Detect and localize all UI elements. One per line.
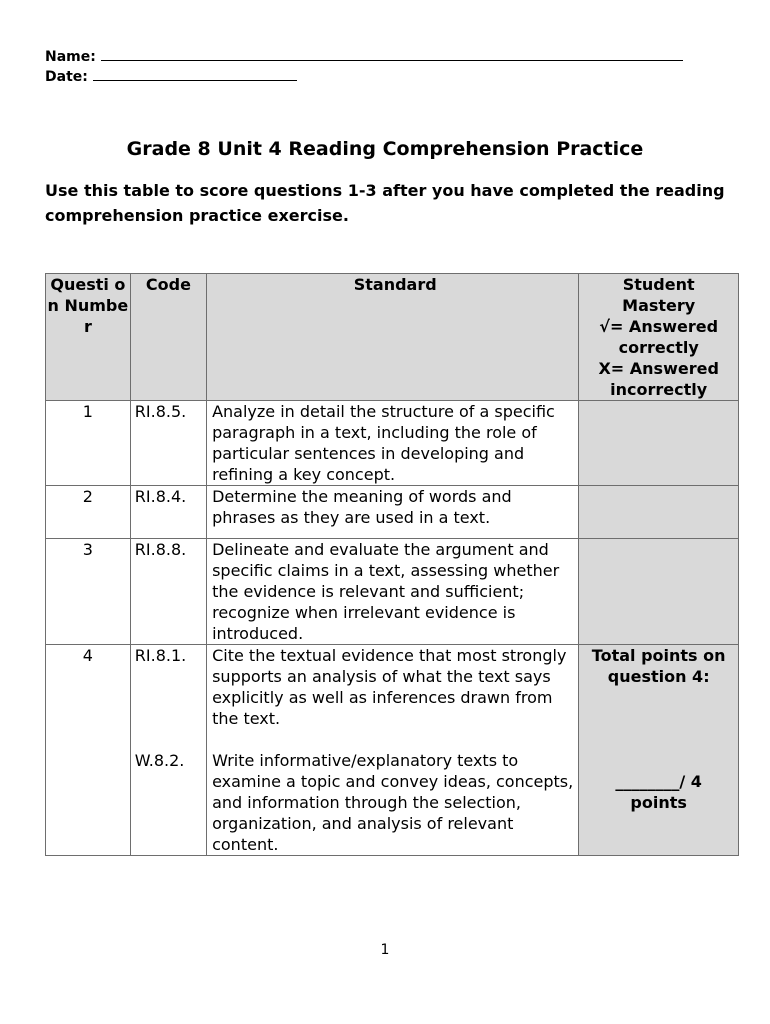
row-standards: [207, 645, 579, 856]
mastery-title: Student Mastery: [622, 275, 696, 315]
header-student-mastery: [579, 274, 739, 401]
row-code: RI.8.4.: [130, 486, 206, 539]
table-row: [46, 539, 739, 645]
table-row: [46, 486, 739, 539]
table-header-row: [46, 274, 739, 401]
table-row: [46, 401, 739, 486]
mastery-incorrect-legend: X= Answered incorrectly: [598, 359, 719, 399]
mastery-cell[interactable]: [579, 401, 739, 486]
header-question-number: Questi on Numbe r: [46, 274, 131, 401]
points-blank[interactable]: ________/ 4 points: [615, 772, 702, 812]
row-standard: Analyze in detail the structure of a specific paragraph in a text, including the role of particular sentences in developing and refining a key concept.: [207, 401, 579, 486]
row-standard: Cite the textual evidence that most strongly supports an analysis of what the text says explicitly as well as inferences drawn from the text.: [212, 646, 567, 728]
row-number: 2: [46, 486, 131, 539]
name-blank[interactable]: [101, 46, 683, 61]
mastery-cell[interactable]: [579, 486, 739, 539]
date-field: [45, 66, 297, 87]
mastery-correct-legend: √= Answered correctly: [599, 317, 719, 357]
row-codes: [130, 645, 206, 856]
header-standard: Standard: [207, 274, 579, 401]
row-code: RI.8.1.: [134, 646, 187, 665]
total-points-label: Total points on question 4:: [591, 646, 726, 686]
table-row: [46, 645, 739, 856]
page-title: Grade 8 Unit 4 Reading Comprehension Practice: [126, 138, 644, 160]
page-number: 1: [380, 942, 390, 958]
scoring-table: [45, 273, 739, 856]
row-number: 1: [46, 401, 131, 486]
row-code: W.8.2.: [134, 751, 185, 770]
name-field: [45, 46, 683, 67]
date-blank[interactable]: [93, 66, 297, 81]
row-number: 4: [46, 645, 131, 856]
row-standard: Write informative/explanatory texts to examine a topic and convey ideas, concepts, and information through the selection, organization, and analysis of relevant content.: [212, 751, 574, 854]
row-standard: Determine the meaning of words and phrases as they are used in a text.: [207, 486, 579, 539]
instructions-text: Use this table to score questions 1-3 after you have completed the reading comprehension practice exercise.: [45, 181, 725, 225]
total-points-cell[interactable]: [579, 645, 739, 856]
name-label: Name:: [45, 49, 96, 65]
row-standard: Delineate and evaluate the argument and specific claims in a text, assessing whether the evidence is relevant and sufficient; recognize when irrelevant evidence is introduced.: [207, 539, 579, 645]
row-code: RI.8.5.: [130, 401, 206, 486]
row-number: 3: [46, 539, 131, 645]
row-code: RI.8.8.: [130, 539, 206, 645]
header-code: Code: [130, 274, 206, 401]
date-label: Date:: [45, 69, 88, 85]
mastery-cell[interactable]: [579, 539, 739, 645]
